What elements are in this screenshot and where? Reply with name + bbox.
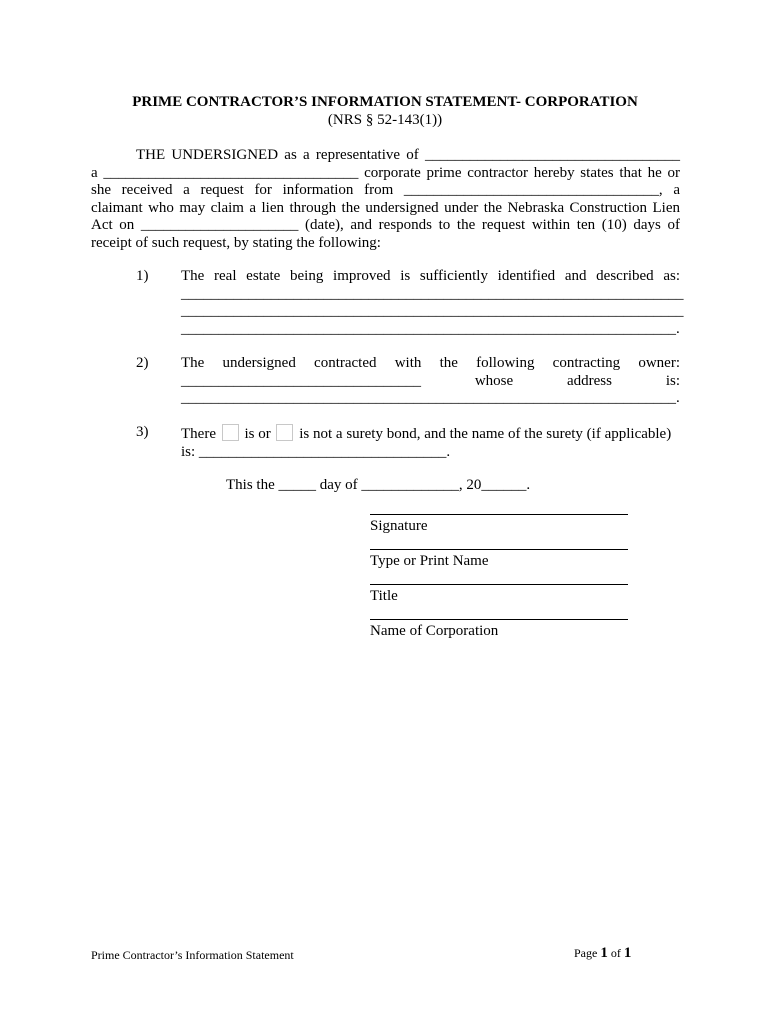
item-3-prefix: There [181, 426, 216, 442]
surety-bond-no-checkbox[interactable] [276, 424, 293, 441]
title-label: Title [370, 588, 398, 604]
surety-bond-yes-checkbox[interactable] [222, 424, 239, 441]
item-3-line-1 [181, 424, 680, 444]
current-page: 1 [600, 945, 608, 961]
item-number: 2) [136, 355, 149, 371]
item-2-line-1: The undersigned contracted with the following contracting owner: [181, 355, 680, 371]
signature-field[interactable] [370, 514, 630, 535]
item-3-line-2: is: _________________________________. [181, 443, 451, 460]
item-1-line-3: ___________________________________________________________________ [181, 303, 684, 320]
intro-line-3: she received a request for information from __________________________________, a [91, 182, 680, 199]
date-line: This the _____ day of _____________, 20______. [226, 477, 531, 493]
footer-page-number [574, 945, 631, 962]
intro-line-1: THE UNDERSIGNED as a representative of __________________________________ [136, 147, 680, 163]
title-rule [370, 584, 628, 585]
item-1 [91, 268, 684, 338]
signature-label: Signature [370, 518, 428, 534]
intro-paragraph [91, 147, 680, 253]
total-pages: 1 [623, 945, 632, 961]
intro-line-2: a __________________________________ corporate prime contractor hereby states that he or [91, 164, 680, 181]
signature-rule [370, 514, 628, 515]
statute-reference: (NRS § 52-143(1)) [327, 112, 443, 128]
item-1-line-2: ___________________________________________________________________ [181, 285, 684, 302]
page-label: Page [574, 946, 598, 960]
footer-document-name: Prime Contractor’s Information Statement [91, 948, 294, 962]
item-3-is-label: is or [244, 426, 271, 442]
corporation-name-field[interactable] [370, 619, 630, 640]
print-name-rule [370, 549, 628, 550]
print-name-field[interactable] [370, 549, 630, 570]
of-label: of [610, 946, 621, 960]
title-field[interactable] [370, 584, 630, 605]
item-1-line-4: __________________________________________________________________. [181, 320, 680, 337]
document-title: PRIME CONTRACTOR’S INFORMATION STATEMENT- CORPORATION [132, 94, 638, 110]
corporation-rule [370, 619, 628, 620]
item-2 [91, 355, 680, 408]
item-1-line-1: The real estate being improved is sufficiently identified and described as: [181, 268, 680, 284]
item-3 [91, 424, 680, 461]
intro-line-5: Act on _____________________ (date), and responds to the request within ten (10) days of [91, 217, 680, 234]
item-2-line-3: __________________________________________________________________. [181, 390, 680, 407]
corporation-label: Name of Corporation [370, 623, 499, 639]
print-name-label: Type or Print Name [370, 553, 489, 569]
intro-line-4: claimant who may claim a lien through the undersigned under the Nebraska Construction Lien [91, 199, 680, 216]
item-2-line-2: ________________________________ whose address is: [181, 372, 680, 389]
item-3-is-not-label: is not a surety bond, and the name of the surety (if applicable) [299, 426, 672, 442]
intro-line-6: receipt of such request, by stating the following: [91, 234, 381, 251]
item-number: 3) [136, 424, 149, 440]
item-number: 1) [136, 268, 149, 284]
